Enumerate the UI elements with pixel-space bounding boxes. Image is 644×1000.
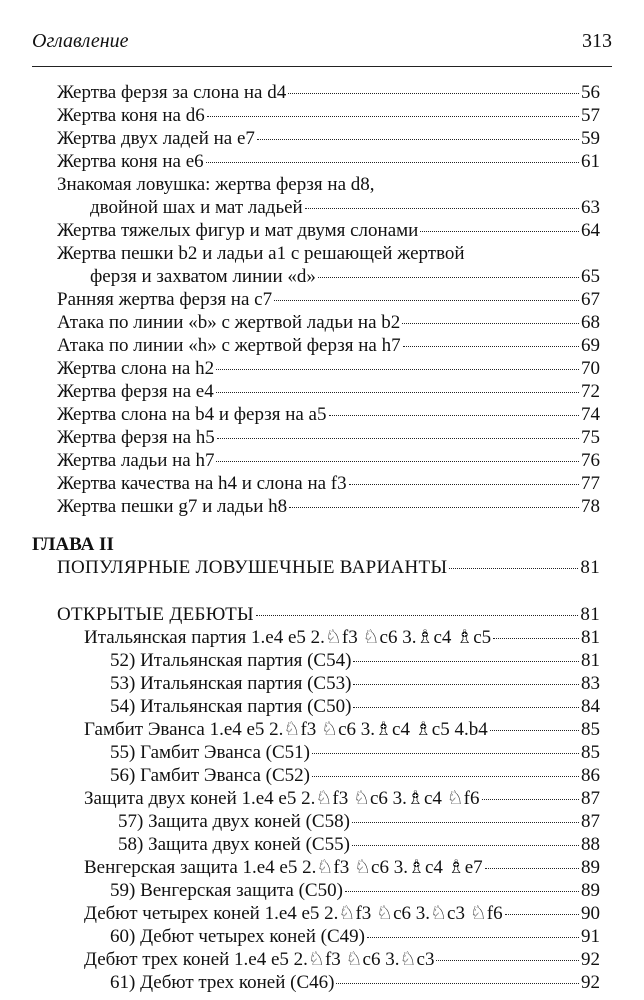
game-entry: 54) Итальянская партия (C50) 84 xyxy=(110,696,600,717)
page-number: 313 xyxy=(582,30,612,52)
toc-entry: Жертва ферзя на e4 72 xyxy=(57,381,600,402)
game-entry: 60) Дебют четырех коней (C49) 91 xyxy=(110,926,600,947)
toc-entry: Атака по линии «b» с жертвой ладьи на b2 68 xyxy=(57,312,600,333)
opening-entry: Защита двух коней 1.e4 e5 2.♘f3 ♘c6 3.♗c4 ♘f6 87 xyxy=(84,788,600,809)
opening-entry: Гамбит Эванса 1.e4 e5 2.♘f3 ♘c6 3.♗c4 ♗c5 4.b4 85 xyxy=(84,719,600,740)
chapter-title-entry: ПОПУЛЯРНЫЕ ЛОВУШЕЧНЫЕ ВАРИАНТЫ 81 xyxy=(57,557,600,578)
opening-entry: Дебют четырех коней 1.e4 e5 2.♘f3 ♘c6 3.♘c3 ♘f6 90 xyxy=(84,903,600,924)
toc-entry-first-line: Знакомая ловушка: жертва ферзя на d8, xyxy=(57,174,375,195)
toc-entry: Жертва пешки g7 и ладьи h8 78 xyxy=(57,496,600,517)
toc-entry-first-line: Жертва пешки b2 и ладьи a1 с решающей жертвой xyxy=(57,243,465,264)
toc-entry: Жертва тяжелых фигур и мат двумя слонами 64 xyxy=(57,220,600,241)
toc-entry: Жертва двух ладей на e7 59 xyxy=(57,128,600,149)
toc-entry: Жертва ферзя за слона на d4 56 xyxy=(57,82,600,103)
game-entry: 59) Венгерская защита (C50) 89 xyxy=(110,880,600,901)
toc-entry: двойной шах и мат ладьей 63 xyxy=(90,197,600,218)
game-entry: 57) Защита двух коней (C58) 87 xyxy=(118,811,600,832)
toc-entry: Жертва слона на b4 и ферзя на a5 74 xyxy=(57,404,600,425)
opening-entry: Дебют трех коней 1.e4 e5 2.♘f3 ♘c6 3.♘c3 92 xyxy=(84,949,600,970)
game-entry: 56) Гамбит Эванса (C52) 86 xyxy=(110,765,600,786)
section-entry: ОТКРЫТЫЕ ДЕБЮТЫ 81 xyxy=(57,604,600,625)
toc-entry: ферзя и захватом линии «d» 65 xyxy=(90,266,600,287)
game-entry: 52) Итальянская партия (C54) 81 xyxy=(110,650,600,671)
toc-entry: Жертва слона на h2 70 xyxy=(57,358,600,379)
game-entry: 53) Итальянская партия (C53) 83 xyxy=(110,673,600,694)
toc-entry: Жертва коня на d6 57 xyxy=(57,105,600,126)
toc-entry: Ранняя жертва ферзя на c7 67 xyxy=(57,289,600,310)
toc-entry: Атака по линии «h» с жертвой ферзя на h7 69 xyxy=(57,335,600,356)
toc-entry: Жертва качества на h4 и слона на f3 77 xyxy=(57,473,600,494)
toc-entry: Жертва коня на e6 61 xyxy=(57,151,600,172)
game-entry: 55) Гамбит Эванса (C51) 85 xyxy=(110,742,600,763)
opening-entry: Венгерская защита 1.e4 e5 2.♘f3 ♘c6 3.♗c4 ♗e7 89 xyxy=(84,857,600,878)
toc-entry: Жертва ферзя на h5 75 xyxy=(57,427,600,448)
opening-entry: Итальянская партия 1.e4 e5 2.♘f3 ♘c6 3.♗c4 ♗c5 81 xyxy=(84,627,600,648)
game-entry: 58) Защита двух коней (C55) 88 xyxy=(118,834,600,855)
game-entry: 61) Дебют трех коней (C46) 92 xyxy=(110,972,600,993)
toc-entry: Жертва ладьи на h7 76 xyxy=(57,450,600,471)
chapter-heading: ГЛАВА II xyxy=(32,534,114,555)
running-title: Оглавление xyxy=(32,30,129,52)
